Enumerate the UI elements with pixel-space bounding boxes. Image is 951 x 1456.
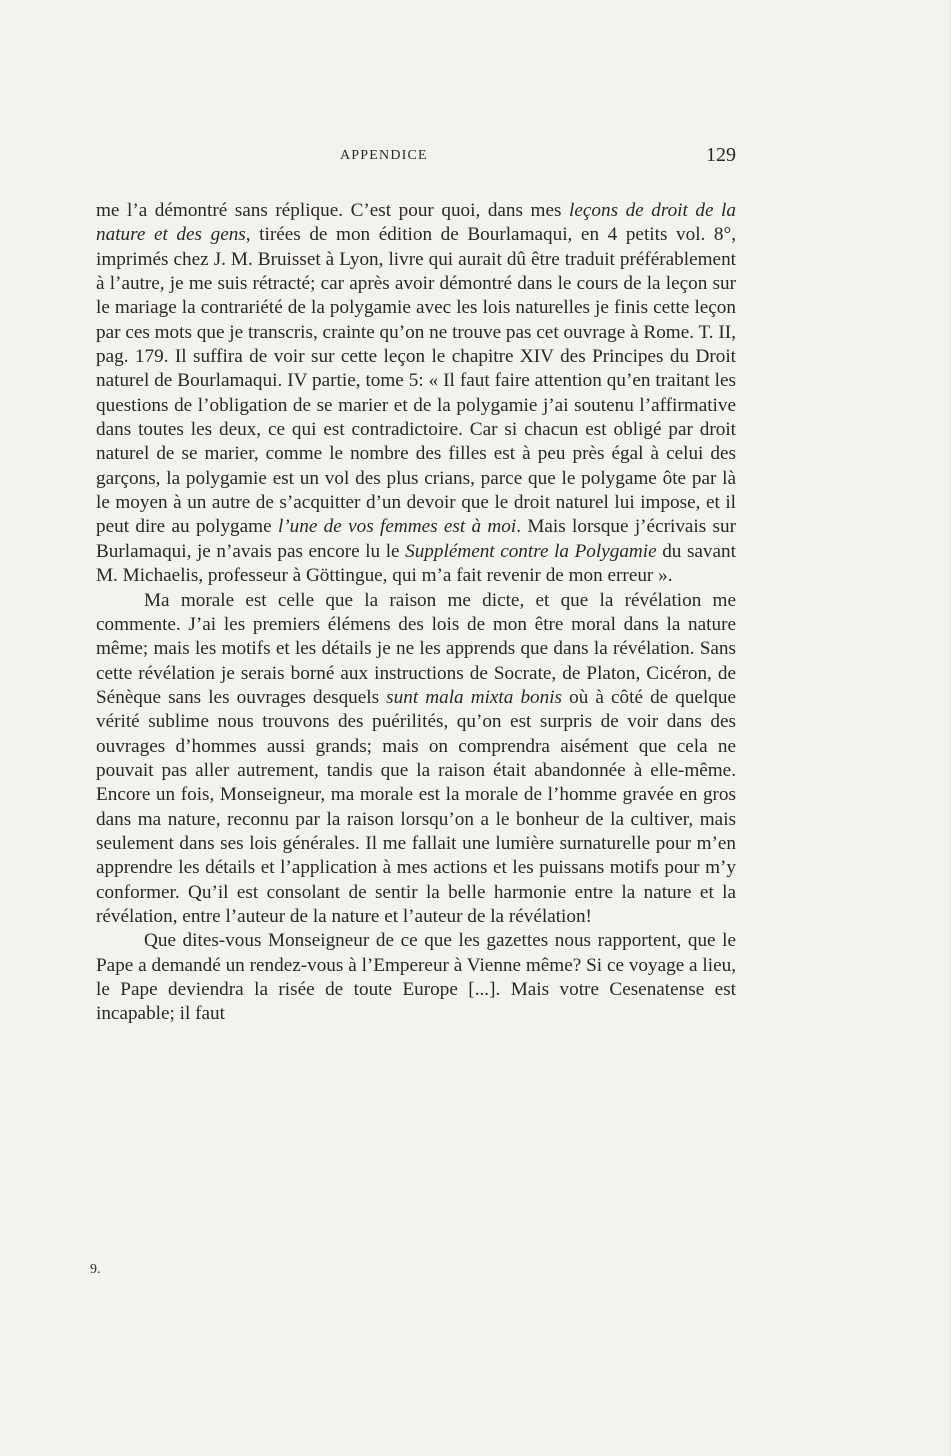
paragraph-1-italic-book: Supplément contre la Polygamie <box>405 540 657 562</box>
paragraph-1-text-a: me l’a démontré sans réplique. C’est pour quoi, dans mes <box>96 200 570 221</box>
body-text <box>96 199 736 1027</box>
paragraph-1 <box>96 199 736 589</box>
paragraph-2 <box>96 589 736 930</box>
page-number: 129 <box>706 144 736 166</box>
running-title: APPENDICE <box>340 148 428 163</box>
paragraph-2-text-a: Ma morale est celle que la raison me dicte, et que la révélation me commente. J’ai les premiers élémens des lois de mon être moral dans la nature même; mais les motifs et les détails je ne les apprends que dans la révélation. Sans cette révélation je serais borné aux instructions de Socrate, de Platon, Cicéron, de Sénèque sans les ouvrages desquels <box>96 589 736 708</box>
paragraph-1-text-g: du savant M. Michaelis, professeur à Göttingue, qui m’a fait revenir de mon erreur ». <box>96 540 736 587</box>
paragraph-1-text-e: . Mais lorsque j’écrivais sur Burlamaqui, je n’avais pas encore lu le <box>96 516 736 562</box>
signature-mark: 9. <box>90 1262 101 1277</box>
running-head <box>0 140 951 170</box>
paragraph-1-text-c: , tirées de mon édition de Bourlamaqui, en 4 petits vol. 8°, imprimés chez J. M. Bruisset à Lyon, livre qui aurait dû être traduit préférablement à l’autre, je me suis rétracté; car après avoir démontré dans le cours de la leçon sur le mariage la contrariété de la polygamie avec les lois naturelles je finis cette leçon par ces mots que je transcris, crainte qu’on ne trouve pas cet ouvrage à Rome. T. II, pag. 179. Il suffira de voir sur cette leçon le chapitre XIV des Principes du Droit naturel de Bourlamaqui. IV partie, tome 5: « Il faut faire attention qu’en traitant les questions de l’obligation de se marier et de la polygamie j’ai soutenu l’affirmative dans toutes les deux, ce qui est contradictoire. Car si chacun est obligé par droit naturel de se marier, comme le nombre des filles est à peu près égal à celui des garçons, la polygamie est un vol des plus crians, parce que le polygame ôte par là le moyen à un autre de s’acquitter d’un devoir que le droit naturel lui impose, et il peut dire au polygame <box>96 224 736 538</box>
paragraph-3: Que dites-vous Monseigneur de ce que les gazettes nous rapportent, que le Pape a demandé un rendez-vous à l’Empereur à Vienne même? Si ce voyage a lieu, le Pape deviendra la risée de toute Europe [...]. Mais votre Cesenatense est incapable; il faut <box>96 930 736 1025</box>
paragraph-2-italic-latin: sunt mala mixta bonis <box>386 686 563 708</box>
paragraph-2-text-c: où à côté de quelque vérité sublime nous trouvons des puérilités, qu’on est surpris de voir dans des ouvrages d’hommes aussi grands; mais on comprendra aisément que cela ne pouvait pas aller autrement, tandis que la raison était abandonnée à elle-même. Encore un fois, Monseigneur, ma morale est la morale de l’homme gravée en gros dans ma nature, reconnu par la raison lorsqu’on a le bonheur de la cultiver, mais seulement dans ses lois générales. Il me fallait une lumière surnaturelle pour m’en apprendre les détails et l’application à mes actions et les puissans motifs pour m’y conformer. Qu’il est consolant de sentir la belle harmonie entre la nature et la révélation, entre l’auteur de la nature et l’auteur de la révélation! <box>96 686 737 927</box>
paragraph-1-italic-title: leçons de droit de la nature et des gens <box>96 200 736 246</box>
paragraph-1-italic-quote: l’une de vos femmes est à moi <box>277 516 517 538</box>
